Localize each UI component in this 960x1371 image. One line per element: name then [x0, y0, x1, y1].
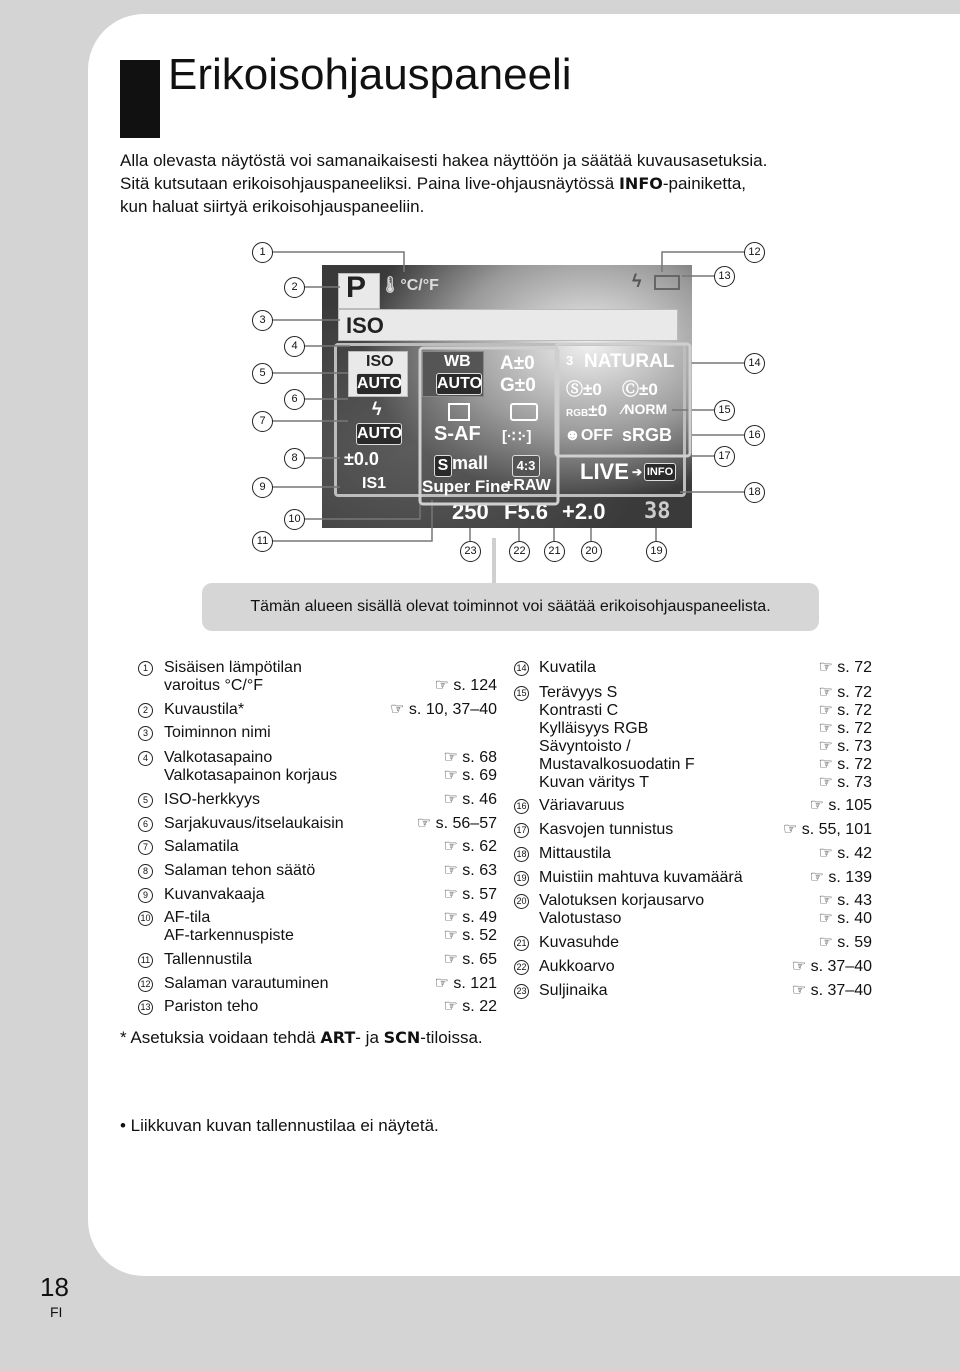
image-size-icon: S: [434, 455, 452, 477]
legend-text: AF-tila: [164, 909, 211, 926]
legend-text: AF-tarkennuspiste: [164, 927, 294, 944]
legend-number: 22: [514, 960, 529, 975]
legend-number: 11: [138, 953, 153, 968]
legend-number: 15: [514, 686, 529, 701]
legend-dots: [539, 720, 872, 738]
legend-dots: [164, 701, 497, 719]
intro-line-3: kun haluat siirtyä erikoisohjauspaneeliin.: [120, 197, 425, 216]
wb-g-value[interactable]: G±0: [500, 375, 536, 396]
page-reference: ☞ s. 40: [818, 910, 872, 927]
page-reference: ☞ s. 22: [443, 998, 497, 1015]
legend-item: [514, 659, 872, 679]
iso-value[interactable]: AUTO: [356, 373, 402, 395]
legend-number: 21: [514, 936, 529, 951]
legend-item: [138, 951, 497, 971]
legend-dots: [539, 982, 872, 1000]
legend-dots: [539, 684, 872, 702]
page-reference: ☞ s. 49: [443, 909, 497, 926]
picture-mode-num: 3: [566, 353, 574, 368]
legend-number: 18: [514, 847, 529, 862]
legend-number: 4: [138, 751, 153, 766]
page-reference: ☞ s. 139: [809, 869, 872, 886]
legend-dots: [539, 845, 872, 863]
legend-item: [514, 869, 872, 889]
legend-item: [138, 862, 497, 882]
legend-dots: [539, 756, 872, 774]
legend-dots: [164, 767, 497, 785]
quality-value[interactable]: Super Fine: [422, 477, 510, 496]
legend-text: Aukkoarvo: [539, 958, 615, 975]
legend-dots: [164, 975, 497, 993]
legend-dots: [164, 677, 497, 695]
temp-warning-icon: 🌡°C/°F: [380, 277, 439, 294]
page-reference: ☞ s. 69: [443, 767, 497, 784]
legend-item: [514, 982, 872, 1002]
legend-text: Tallennustila: [164, 951, 253, 968]
legend-item: [514, 910, 872, 930]
page-reference: ☞ s. 65: [443, 951, 497, 968]
legend-text: Salaman varautuminen: [164, 975, 329, 992]
page-reference: ☞ s. 10, 37–40: [390, 701, 497, 718]
page-reference: ☞ s. 52: [443, 927, 497, 944]
page-reference: ☞ s. 68: [443, 749, 497, 766]
legend-item: [514, 821, 872, 841]
legend-text: Väriavaruus: [539, 797, 625, 814]
page-title: Erikoisohjauspaneeli: [168, 50, 572, 99]
legend-text: Kuvanvakaaja: [164, 886, 265, 903]
exposure-comp: +2.0: [562, 499, 606, 524]
page-reference: ☞ s. 72: [818, 684, 872, 701]
manual-page: Erikoisohjauspaneeli Alla olevasta näytöstä voi samanaikaisesti hakea näyttöön ja säätää kuvausasetuksia. Sitä kutsutaan erikoisohjauspaneeliksi. Paina live-ohjausnäytössä INFO-painiketta, kun haluat siirtyä erikoisohjauspaneeliin. P 🌡°C/°F ϟ ISO ISO AUTO ϟ AUTO ±0.0 IS1 WB AUTO A±0 G±0 S-AF [·∷·] S mall 4:3 Super Fine +RAW 3 NATURAL Ⓢ±0 Ⓒ±0 RGB±0 ⁄NORM ☻OFF sRGB LIVE ➔ INFO 250 F5.6 +2.0 38 1 2 3 4 5 6 7 8 9 10 11 12 13 14 15 16 17 18 19 20 21 22 23 Tämän alueen sisällä olevat toiminnot voi säätää erikoisohjauspaneelista. 1 Sisäisen lämpötilan varoitus °C/°F ☞ s. 124 2 Kuvaustila* ☞ s. 10, 37–40 3 Toiminnon nimi 4 Valkotasapaino ☞ s. 68 Valkotasapainon korjaus ☞ s. 69 5 ISO-herkkyys ☞ s. 46 6 Sarjakuvaus/itselaukaisin ☞ s. 56–57 7 Salamatila ☞ s. 62 8 Salaman tehon säätö ☞ s. 63 9 Kuvanvakaaja ☞ s. 57 10 AF-tila ☞ s. 49 AF-tarkennuspiste ☞ s. 52 11 Tallennustila ☞ s. 65 12 Salaman varautuminen ☞ s. 121 13 Pariston teho ☞ s. 22 14 Kuvatila ☞ s. 72 15 Terävyys S ☞ s. 72 Kontrasti C ☞ s. 72 Kylläisyys RGB ☞ s. 72 Sävyntoisto / ☞ s. 73 Mustavalkosuodatin F ☞ s. 72 Kuvan väritys T ☞ s. 73 16 Väriavaruus ☞ s. 105 17 Kasvojen tunnistus ☞ s. 55, 101 18 Mittaustila ☞ s. 42 19 Muistiin mahtuva kuvamäärä ☞ s. 139 20 Valotuksen korjausarvo ☞ s. 43 Valotustaso ☞ s. 40 21 Kuvasuhde ☞ s. 59 22 Aukkoarvo ☞ s. 37–40 23 Suljinaika ☞ s. 37–40 * Asetuksia voidaan tehdä ART- ja SCN-tiloissa. • Liikkuvan kuvan tallennustilaa ei näytetä. 18 FI: [0, 0, 960, 1371]
legend-text: Salaman tehon säätö: [164, 862, 316, 879]
legend-dots: [164, 791, 497, 809]
legend-item: [514, 797, 872, 817]
flash-charge-icon: ϟ: [632, 271, 642, 291]
intro-line-1: Alla olevasta näytöstä voi samanaikaisesti hakea näyttöön ja säätää kuvausasetuksia.: [120, 151, 768, 170]
gradation-value[interactable]: ⁄NORM: [622, 401, 668, 417]
legend-item: [138, 815, 497, 835]
callout-note: Tämän alueen sisällä olevat toiminnot voi säätää erikoisohjauspaneelista.: [202, 583, 819, 631]
iso-label: ISO: [366, 353, 394, 370]
bullet-note: • Liikkuvan kuvan tallennustilaa ei näytetä.: [120, 1116, 439, 1135]
legend-text: Valotustaso: [539, 910, 622, 927]
legend-item: [138, 767, 497, 787]
camera-screen: P 🌡°C/°F ϟ ISO ISO AUTO ϟ AUTO ±0.0 IS1 WB AUTO A±0 G±0 S-AF [·∷·] S mall 4:3 Super Fine +RAW 3 NATURAL Ⓢ±0 Ⓒ±0 RGB±0 ⁄NORM ☻OFF sRGB LIVE ➔ INFO 250 F5.6 +2.0 38: [322, 265, 692, 528]
legend-dots: [539, 910, 872, 928]
page-reference: ☞ s. 105: [809, 797, 872, 814]
legend-item: [514, 892, 872, 912]
legend-number: 2: [138, 703, 153, 718]
page-reference: ☞ s. 43: [818, 892, 872, 909]
footnote: * Asetuksia voidaan tehdä ART- ja SCN-tiloissa.: [120, 1028, 483, 1047]
legend-item: [514, 774, 872, 794]
wb-label: WB: [444, 353, 471, 370]
page-reference: ☞ s. 73: [818, 774, 872, 791]
legend-dots: [539, 797, 872, 815]
legend-item: [514, 958, 872, 978]
legend-text: Mustavalkosuodatin F: [539, 756, 695, 773]
legend-dots: [539, 821, 872, 839]
legend-dots: [539, 702, 872, 720]
wb-a-value[interactable]: A±0: [500, 353, 535, 374]
legend-item: [138, 701, 497, 721]
page-reference: ☞ s. 72: [818, 720, 872, 737]
stabilizer-value[interactable]: IS1: [362, 475, 387, 492]
aperture-value: F5.6: [504, 499, 549, 524]
legend-number: 14: [514, 661, 529, 676]
page-number: 18: [40, 1272, 69, 1302]
legend-item: [514, 756, 872, 776]
page-reference: ☞ s. 42: [818, 845, 872, 862]
sharpness-value[interactable]: Ⓢ±0: [566, 380, 602, 399]
flash-mode-value[interactable]: AUTO: [356, 423, 402, 445]
legend-item: [138, 749, 497, 769]
legend-number: 10: [138, 911, 153, 926]
legend-dots: [164, 815, 497, 833]
legend-text: Muistiin mahtuva kuvamäärä: [539, 869, 743, 886]
flash-comp-value[interactable]: ±0.0: [344, 449, 379, 469]
live-label: LIVE: [580, 459, 629, 484]
legend-text: Salamatila: [164, 838, 239, 855]
page-reference: ☞ s. 63: [443, 862, 497, 879]
callout-stem: [492, 538, 496, 584]
legend-item: [514, 738, 872, 758]
legend-item: [138, 886, 497, 906]
image-size-value[interactable]: mall: [452, 453, 489, 473]
legend-dots: [539, 958, 872, 976]
legend-text: Pariston teho: [164, 998, 259, 1015]
legend-dots: [164, 951, 497, 969]
function-name: ISO: [346, 313, 384, 338]
legend-number: 17: [514, 823, 529, 838]
page-reference: ☞ s. 73: [818, 738, 872, 755]
legend-item: [138, 791, 497, 811]
legend-item: [138, 659, 497, 679]
raw-value[interactable]: +RAW: [504, 477, 551, 494]
legend-number: 16: [514, 799, 529, 814]
legend-dots: [164, 862, 497, 880]
remaining-shots: 38: [644, 499, 671, 524]
page-reference: ☞ s. 62: [443, 838, 497, 855]
legend-number: 6: [138, 817, 153, 832]
page-reference: ☞ s. 124: [434, 677, 497, 694]
legend-dots: [539, 869, 872, 887]
legend-item: [514, 720, 872, 740]
page-reference: ☞ s. 46: [443, 791, 497, 808]
legend-number: 7: [138, 840, 153, 855]
legend-item: [138, 927, 497, 947]
legend-text: Toiminnon nimi: [164, 724, 271, 741]
info-key: INFO: [618, 174, 663, 193]
legend-dots: [539, 892, 872, 910]
legend-item: [514, 684, 872, 704]
af-mode-value[interactable]: S-AF: [434, 423, 481, 445]
legend-text: Sarjakuvaus/itselaukaisin: [164, 815, 344, 832]
page-reference: ☞ s. 121: [434, 975, 497, 992]
legend-text: Kuvasuhde: [539, 934, 620, 951]
legend-dots: [539, 774, 872, 792]
page-reference: ☞ s. 37–40: [791, 958, 872, 975]
page-reference: ☞ s. 57: [443, 886, 497, 903]
legend-item: [138, 998, 497, 1018]
legend-number: 1: [138, 661, 153, 676]
page-reference: ☞ s. 59: [818, 934, 872, 951]
page-reference: ☞ s. 55, 101: [782, 821, 872, 838]
legend-dots: [164, 998, 497, 1016]
legend-number: 3: [138, 726, 153, 741]
face-detect-value[interactable]: ☻OFF: [564, 427, 613, 444]
page-reference: ☞ s. 72: [818, 702, 872, 719]
aspect-value[interactable]: 4:3: [512, 455, 540, 477]
legend-text: Sisäisen lämpötilan: [164, 659, 302, 676]
legend-item: [138, 724, 497, 744]
legend-item: [514, 934, 872, 954]
shooting-mode: P: [346, 271, 367, 304]
picture-mode-value[interactable]: NATURAL: [584, 351, 675, 372]
shutter-speed: 250: [452, 499, 489, 524]
legend-item: [138, 975, 497, 995]
color-space-value[interactable]: sRGB: [622, 425, 673, 445]
legend-item: [138, 838, 497, 858]
legend-text: Kylläisyys RGB: [539, 720, 649, 737]
legend-text: ISO-herkkyys: [164, 791, 261, 808]
page-reference: ☞ s. 72: [818, 756, 872, 773]
legend-item: [138, 677, 497, 697]
legend-text: Kuvan väritys T: [539, 774, 649, 791]
legend-number: 9: [138, 888, 153, 903]
intro-line-2: Sitä kutsutaan erikoisohjauspaneeliksi. Paina live-ohjausnäytössä INFO-painiketta,: [120, 174, 747, 193]
legend-number: 13: [138, 1000, 153, 1015]
legend-number: 12: [138, 977, 153, 992]
legend-item: [514, 702, 872, 722]
legend-text: Sävyntoisto /: [539, 738, 631, 755]
page-reference: ☞ s. 37–40: [791, 982, 872, 999]
saturation-value[interactable]: RGB±0: [566, 401, 608, 420]
legend-number: 5: [138, 793, 153, 808]
legend-text: Valkotasapaino: [164, 749, 273, 766]
legend-text: Terävyys S: [539, 684, 618, 701]
legend-dots: [164, 886, 497, 904]
contrast-value[interactable]: Ⓒ±0: [622, 380, 658, 399]
legend-dots: [164, 838, 497, 856]
page-reference: ☞ s. 72: [818, 659, 872, 676]
legend-number: 20: [514, 894, 529, 909]
legend-number: 19: [514, 871, 529, 886]
legend-item: [138, 909, 497, 929]
info-button-icon[interactable]: INFO: [644, 463, 676, 481]
flash-mode-icon: ϟ: [372, 399, 382, 419]
legend-dots: [539, 738, 872, 756]
legend-text: Kontrasti C: [539, 702, 619, 719]
language-code: FI: [50, 1304, 63, 1320]
legend-item: [514, 845, 872, 865]
af-target-icon[interactable]: [·∷·]: [502, 428, 532, 445]
legend-text: varoitus °C/°F: [164, 677, 264, 694]
legend-dots: [539, 934, 872, 952]
legend-number: 23: [514, 984, 529, 999]
legend-number: 8: [138, 864, 153, 879]
legend-text: Valotuksen korjausarvo: [539, 892, 705, 909]
legend-text: Kuvatila: [539, 659, 596, 676]
legend-text: Suljinaika: [539, 982, 608, 999]
legend-text: Kasvojen tunnistus: [539, 821, 674, 838]
legend-dots: [164, 749, 497, 767]
page-reference: ☞ s. 56–57: [416, 815, 497, 832]
legend-text: Kuvaustila*: [164, 701, 245, 718]
legend-dots: [539, 659, 872, 677]
legend-dots: [164, 927, 497, 945]
legend-text: Mittaustila: [539, 845, 612, 862]
wb-value[interactable]: AUTO: [436, 373, 482, 395]
legend-text: Valkotasapainon korjaus: [164, 767, 338, 784]
legend-dots: [164, 909, 497, 927]
